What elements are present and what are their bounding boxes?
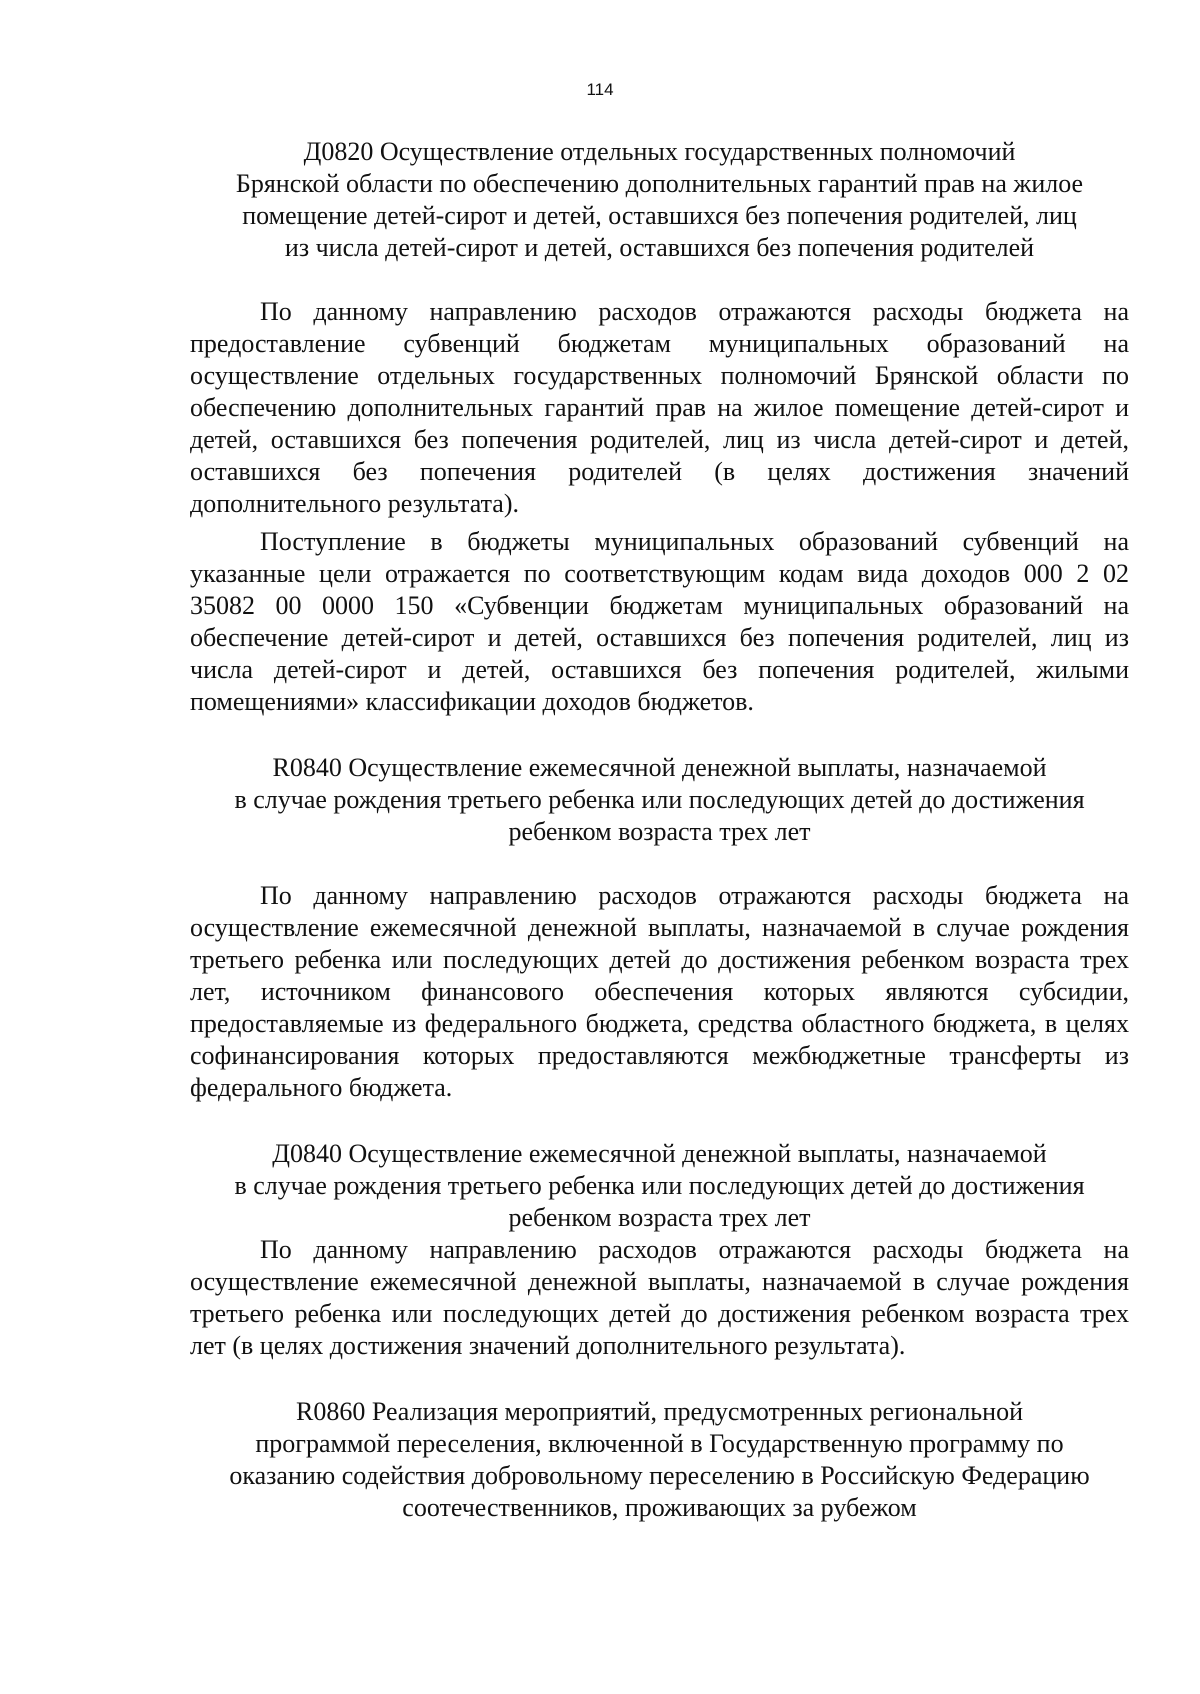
section-heading-r0860 (190, 1396, 1129, 1524)
document-body (190, 136, 1129, 1524)
page-number: 114 (586, 80, 614, 99)
section-heading-d0820 (190, 136, 1129, 264)
section-heading-r0840 (190, 752, 1129, 848)
heading-line: помещение детей-сирот и детей, оставшихся без попечения родителей, лиц (242, 201, 1077, 230)
heading-line: ребенком возраста трех лет (508, 1203, 811, 1232)
paragraph: По данному направлению расходов отражаются расходы бюджета на осуществление ежемесячной денежной выплаты, назначаемой в случае рождения третьего ребенка или последующих детей до достижения ребенком возраста трех лет, источником финансового обеспечения которых являются субсидии, предоставляемые из федерального бюджета, средства областного бюджета, в целях софинансирования которых предоставляются межбюджетные трансферты из федерального бюджета. (190, 881, 1129, 1102)
section-heading-d0840 (190, 1138, 1129, 1234)
heading-line: в случае рождения третьего ребенка или последующих детей до достижения (234, 785, 1085, 814)
heading-line: R0860 Реализация мероприятий, предусмотренных региональной (295, 1397, 1023, 1426)
heading-line: Д0840 Осуществление ежемесячной денежной выплаты, назначаемой (272, 1139, 1047, 1168)
heading-line: из числа детей-сирот и детей, оставшихся без попечения родителей (284, 233, 1035, 262)
heading-line: Брянской области по обеспечению дополнительных гарантий прав на жилое (235, 169, 1084, 198)
paragraph: По данному направлению расходов отражаются расходы бюджета на предоставление субвенций бюджетам муниципальных образований на осуществление отдельных государственных полномочий Брянской области по обеспечению дополнительных гарантий прав на жилое помещение детей-сирот и детей, оставшихся без попечения родителей, лиц из числа детей-сирот и детей, оставшихся без попечения родителей (в целях достижения значений дополнительного результата). (190, 297, 1129, 518)
paragraph: Поступление в бюджеты муниципальных образований субвенций на указанные цели отражается по соответствующим кодам вида доходов 000 2 02 35082 00 0000 150 «Субвенции бюджетам муниципальных образований на обеспечение детей-сирот и детей, оставшихся без попечения родителей, лиц из числа детей-сирот и детей, оставшихся без попечения родителей, жилыми помещениями» классификации доходов бюджетов. (190, 527, 1129, 716)
paragraph: По данному направлению расходов отражаются расходы бюджета на осуществление ежемесячной денежной выплаты, назначаемой в случае рождения третьего ребенка или последующих детей до достижения ребенком возраста трех лет (в целях достижения значений дополнительного результата). (190, 1235, 1129, 1360)
heading-line: программой переселения, включенной в Государственную программу по (255, 1429, 1064, 1458)
heading-line: Д0820 Осуществление отдельных государственных полномочий (303, 137, 1016, 166)
heading-line: соотечественников, проживающих за рубежом (402, 1493, 917, 1522)
heading-line: ребенком возраста трех лет (508, 817, 811, 846)
heading-line: в случае рождения третьего ребенка или последующих детей до достижения (234, 1171, 1085, 1200)
heading-line: R0840 Осуществление ежемесячной денежной выплаты, назначаемой (272, 753, 1047, 782)
heading-line: оказанию содействия добровольному переселению в Российскую Федерацию (229, 1461, 1090, 1490)
